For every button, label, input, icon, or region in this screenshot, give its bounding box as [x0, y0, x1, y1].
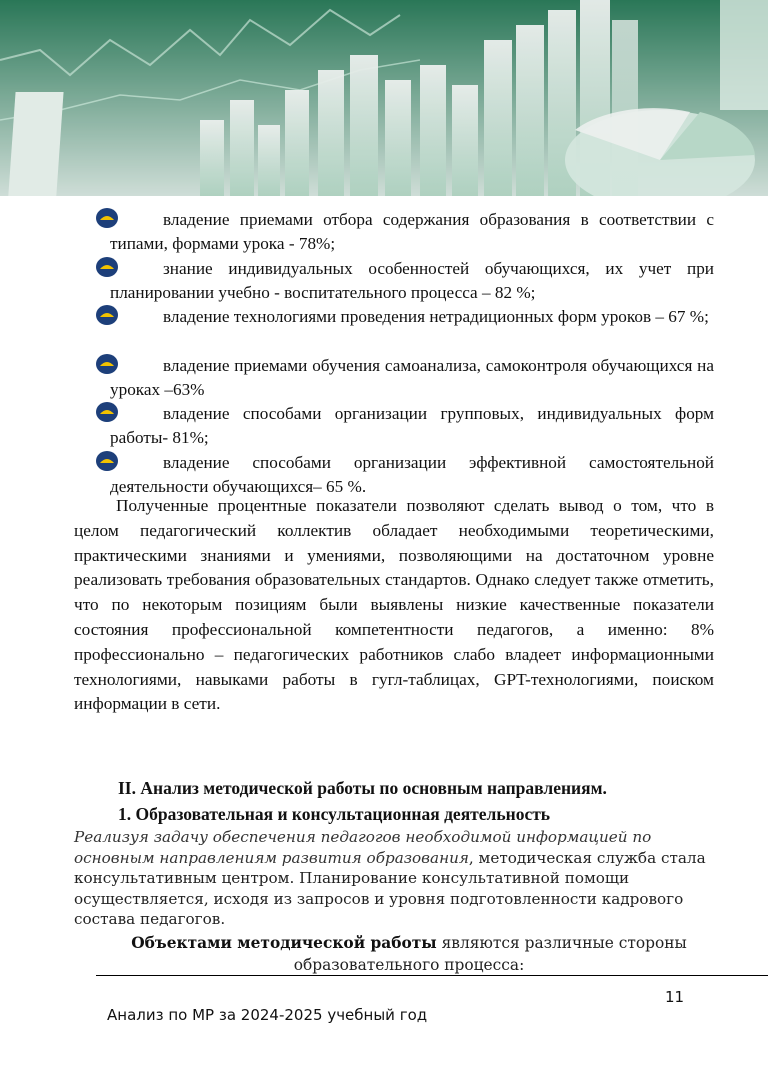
- bullet-text: владение приемами отбора содержания образования в соответствии с типами, формами урока - 78%;: [110, 210, 714, 253]
- objects-paragraph: [74, 932, 744, 976]
- subsection-heading: 1. Образовательная и консультационная деятельность: [118, 804, 551, 824]
- finance-chart-illustration: [0, 0, 768, 196]
- bullet-text: владение технологиями проведения нетрадиционных форм уроков – 67 %;: [163, 307, 709, 326]
- bullet-text: владение приемами обучения самоанализа, самоконтроля обучающихся на уроках –63%: [110, 356, 714, 399]
- footer-text: Анализ по МР за 2024-2025 учебный год: [107, 1006, 428, 1024]
- bullet-text: владение способами организации эффективной самостоятельной деятельности обучающихся– 65 %.: [110, 453, 714, 496]
- header-banner-image: [0, 0, 768, 196]
- section-heading: II. Анализ методической работы по основным направлениям.: [118, 778, 607, 798]
- objects-text: являются различные стороны образовательного процесса:: [293, 934, 687, 974]
- consultation-paragraph: [74, 827, 724, 930]
- footer-divider: [96, 975, 768, 976]
- objects-bold: Объектами методической работы: [131, 934, 437, 952]
- bullet-text: владение способами организации групповых, индивидуальных форм работы- 81%;: [110, 404, 714, 447]
- italic-intro: Реализуя задачу обеспечения педагогов необходимой информацией по основным направлениям развития образования: [74, 828, 652, 867]
- consult-text: , методическая служба стала консультативным центром. Планирование консультативной помощи осуществляется, исходя из запросов и уровня подготовленности кадрового состава педагогов.: [74, 848, 706, 928]
- page-number: 11: [665, 988, 685, 1006]
- bullet-text: знание индивидуальных особенностей обучающихся, их учет при планировании учебно - воспитательного процесса – 82 %;: [110, 259, 714, 302]
- summary-paragraph: Полученные процентные показатели позволяют сделать вывод о том, что в целом педагогический коллектив обладает необходимыми теоретическими, практическими знаниями и умениями, позволяющими на достаточном уровне реализовать требования образовательных стандартов. Однако следует также отметить, что по некоторым позициям были выявлены низкие качественные показатели состояния профессиональной компетентности педагогов, а именно: 8% профессионально – педагогических работников слабо владеет информационными технологиями, навыками работы в гугл-таблицах, GPT-технологиями, поиском информации в сети.: [74, 496, 714, 714]
